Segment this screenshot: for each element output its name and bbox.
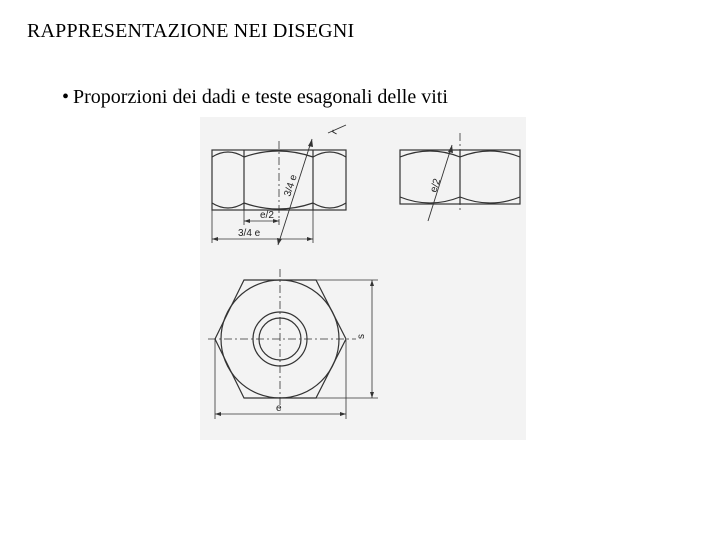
- bullet-text: Proporzioni dei dadi e teste esagonali delle viti: [73, 86, 448, 108]
- nut-side-view: [400, 133, 520, 221]
- hex-nut-drawing: [200, 117, 526, 440]
- label-s: s: [356, 334, 367, 339]
- nut-top-view: [208, 269, 378, 419]
- chamfer-arc: [313, 203, 346, 208]
- label-e-half-front: e/2: [260, 210, 274, 221]
- label-e: e: [276, 403, 282, 414]
- label-e-half-side: e/2: [428, 177, 444, 194]
- chamfer-arc: [244, 151, 313, 157]
- bullet-mark: •: [62, 86, 70, 108]
- chamfer-arc: [212, 152, 244, 157]
- slide-title: RAPPRESENTAZIONE NEI DISEGNI: [27, 20, 355, 42]
- label-three-quarter-e-diag: 3/4 e: [282, 173, 300, 198]
- chamfer-arc: [212, 203, 244, 208]
- label-r: r: [329, 128, 341, 137]
- hex-nut-svg: [200, 117, 526, 440]
- chamfer-arc: [460, 197, 520, 203]
- bullet-item: [62, 86, 448, 109]
- chamfer-arc: [313, 152, 346, 157]
- label-three-quarter-e: 3/4 e: [238, 228, 261, 239]
- chamfer-arc: [460, 151, 520, 157]
- chamfer-arc: [244, 203, 313, 209]
- chamfer-arc: [400, 197, 460, 203]
- nut-front-view: [212, 125, 346, 245]
- arrowheads: [212, 139, 453, 416]
